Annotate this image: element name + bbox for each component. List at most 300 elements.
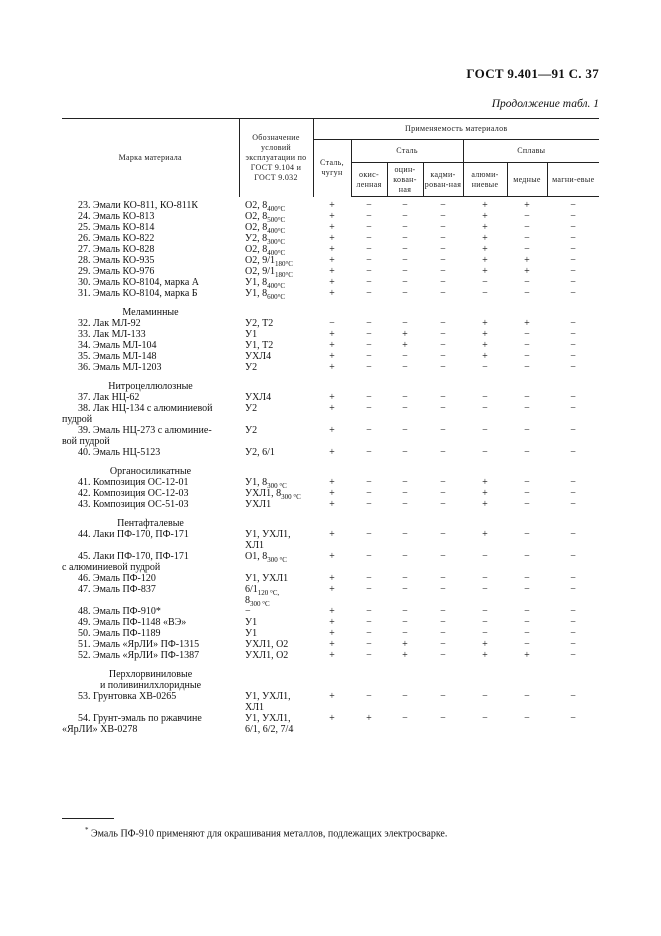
materials-table xyxy=(62,118,599,735)
material-name xyxy=(62,691,239,713)
mark-magnesium: − xyxy=(570,329,576,340)
mark-cadmium-coated: − xyxy=(440,233,446,244)
mark-oxidized: − xyxy=(366,606,372,617)
conditions-text: У2, Т2 xyxy=(245,318,274,329)
mark-magnesium: − xyxy=(570,650,576,661)
mark-oxidized: − xyxy=(366,639,372,650)
mark-magnesium: − xyxy=(570,288,576,299)
mark-zinc-coated: − xyxy=(402,447,408,458)
material-name: 31. Эмаль КО-8104, марка Б xyxy=(78,288,198,299)
conditions xyxy=(239,288,313,299)
mark-oxidized: − xyxy=(366,277,372,288)
mark-magnesium: − xyxy=(570,584,576,595)
footnote-mark: * xyxy=(85,826,89,834)
mark-oxidized: − xyxy=(366,288,372,299)
table-row xyxy=(62,650,599,661)
table-row xyxy=(62,617,599,628)
mark-cadmium-coated: − xyxy=(440,425,446,436)
mark-steel-cast-iron: + xyxy=(329,255,335,266)
material-name-line: вой пудрой xyxy=(62,436,110,447)
material-name xyxy=(62,713,239,735)
table-row xyxy=(62,392,599,403)
mark-steel-cast-iron: + xyxy=(329,392,335,403)
mark-oxidized: − xyxy=(366,573,372,584)
mark-oxidized: − xyxy=(366,488,372,499)
mark-copper: − xyxy=(524,551,530,562)
conditions-subscript: 300 °С xyxy=(267,556,287,564)
material-name xyxy=(62,403,239,425)
conditions xyxy=(239,477,313,488)
mark-magnesium: − xyxy=(570,351,576,362)
section-filler xyxy=(239,510,599,529)
section-row xyxy=(62,373,599,392)
mark-oxidized: − xyxy=(366,351,372,362)
material-name-line: с алюминиевой пудрой xyxy=(62,562,161,573)
mark-magnesium: − xyxy=(570,277,576,288)
mark-magnesium: − xyxy=(570,244,576,255)
conditions-text: О2, 8 xyxy=(245,244,268,255)
mark-steel-cast-iron: + xyxy=(329,617,335,628)
mark-steel-cast-iron: + xyxy=(329,211,335,222)
table-row xyxy=(62,197,599,212)
conditions xyxy=(239,340,313,351)
header-conditions: Обозначение условий эксплуатации по ГОСТ 9.104 и ГОСТ 9.032 xyxy=(239,119,313,197)
mark-aluminum: + xyxy=(482,477,488,488)
conditions xyxy=(239,573,313,584)
mark-magnesium: − xyxy=(570,425,576,436)
material-name: 27. Эмаль КО-828 xyxy=(78,244,155,255)
conditions-text: У2, 8 xyxy=(245,233,268,244)
material-name-line: 54. Грунт-эмаль по ржавчине xyxy=(78,713,202,724)
mark-magnesium: − xyxy=(570,266,576,277)
mark-cadmium-coated: − xyxy=(440,617,446,628)
mark-magnesium: − xyxy=(570,318,576,329)
table-row xyxy=(62,477,599,488)
mark-copper: − xyxy=(524,617,530,628)
mark-oxidized: − xyxy=(366,266,372,277)
mark-copper: − xyxy=(524,447,530,458)
mark-steel-cast-iron: − xyxy=(329,318,335,329)
mark-oxidized: − xyxy=(366,617,372,628)
conditions-text: УХЛ1, О2 xyxy=(245,639,289,650)
mark-zinc-coated: − xyxy=(402,425,408,436)
conditions xyxy=(239,488,313,499)
mark-aluminum: − xyxy=(482,617,488,628)
conditions-text: О2, 8 xyxy=(245,211,268,222)
material-name: 29. Эмаль КО-976 xyxy=(78,266,155,277)
conditions-text: О2, 8 xyxy=(245,199,268,211)
table-row xyxy=(62,639,599,650)
conditions-line: У1, УХЛ1, xyxy=(245,713,291,724)
conditions xyxy=(239,713,313,735)
mark-aluminum: − xyxy=(482,551,488,562)
conditions-text: 6/1 xyxy=(245,584,258,595)
mark-zinc-coated: − xyxy=(402,477,408,488)
conditions-line: ХЛ1 xyxy=(245,702,265,713)
footnote xyxy=(85,826,447,839)
mark-magnesium: − xyxy=(570,222,576,233)
mark-steel-cast-iron: + xyxy=(329,691,335,702)
conditions xyxy=(239,529,313,551)
mark-copper: + xyxy=(524,200,530,211)
table-row xyxy=(62,403,599,425)
conditions xyxy=(239,551,313,573)
mark-aluminum: − xyxy=(482,362,488,373)
mark-magnesium: − xyxy=(570,340,576,351)
mark-magnesium: − xyxy=(570,713,576,724)
conditions xyxy=(239,639,313,650)
conditions-subscript: 400°С xyxy=(267,204,286,213)
mark-zinc-coated: − xyxy=(402,584,408,595)
header-applicability: Применяемость материалов xyxy=(313,119,599,140)
conditions xyxy=(239,425,313,447)
conditions-text: О2, 9/1 xyxy=(245,266,275,277)
mark-copper: − xyxy=(524,362,530,373)
material-name: 23. Эмали КО-811, КО-811К xyxy=(78,199,199,211)
mark-copper: − xyxy=(524,488,530,499)
mark-cadmium-coated: − xyxy=(440,222,446,233)
mark-steel-cast-iron: + xyxy=(329,403,335,414)
mark-cadmium-coated: − xyxy=(440,266,446,277)
mark-cadmium-coated: − xyxy=(440,288,446,299)
mark-steel-cast-iron: + xyxy=(329,447,335,458)
conditions-line xyxy=(245,584,313,595)
mark-magnesium: − xyxy=(570,255,576,266)
conditions-text: 8 xyxy=(245,595,250,606)
mark-cadmium-coated: − xyxy=(440,392,446,403)
conditions-text: О2, 8 xyxy=(245,222,268,233)
mark-aluminum: + xyxy=(482,529,488,540)
mark-cadmium-coated: − xyxy=(440,255,446,266)
mark-oxidized: − xyxy=(366,529,372,540)
mark-oxidized: − xyxy=(366,499,372,510)
mark-aluminum: − xyxy=(482,606,488,617)
table-row xyxy=(62,329,599,340)
conditions xyxy=(239,318,313,329)
mark-magnesium: − xyxy=(570,573,576,584)
mark-oxidized: + xyxy=(366,713,372,724)
material-name-line: 45. Лаки ПФ-170, ПФ-171 xyxy=(78,551,189,562)
mark-copper: − xyxy=(524,211,530,222)
material-name: 37. Лак НЦ-62 xyxy=(78,392,140,403)
mark-zinc-coated: − xyxy=(402,529,408,540)
mark-magnesium: − xyxy=(570,529,576,540)
material-name: 24. Эмаль КО-813 xyxy=(78,211,155,222)
mark-copper: − xyxy=(524,277,530,288)
mark-aluminum: + xyxy=(482,255,488,266)
mark-copper: − xyxy=(524,713,530,724)
mark-cadmium-coated: − xyxy=(440,329,446,340)
mark-steel-cast-iron: + xyxy=(329,606,335,617)
mark-steel-cast-iron: + xyxy=(329,233,335,244)
mark-zinc-coated: − xyxy=(402,713,408,724)
conditions-text: УХЛ1 xyxy=(245,499,272,510)
conditions-text: УХЛ4 xyxy=(245,392,272,403)
conditions-text: − xyxy=(245,606,251,617)
mark-aluminum: − xyxy=(482,628,488,639)
material-name: 43. Композиция ОС-51-03 xyxy=(78,499,189,510)
header-steel-cast-iron: Сталь, чугун xyxy=(313,140,351,197)
material-name xyxy=(62,584,239,606)
mark-steel-cast-iron: + xyxy=(329,425,335,436)
mark-aluminum: + xyxy=(482,222,488,233)
conditions xyxy=(239,650,313,661)
mark-copper: − xyxy=(524,425,530,436)
mark-zinc-coated: − xyxy=(402,222,408,233)
mark-steel-cast-iron: + xyxy=(329,499,335,510)
mark-aluminum: − xyxy=(482,403,488,414)
mark-aluminum: − xyxy=(482,425,488,436)
mark-zinc-coated: − xyxy=(402,288,408,299)
table-row xyxy=(62,691,599,713)
mark-steel-cast-iron: + xyxy=(329,288,335,299)
mark-copper: − xyxy=(524,244,530,255)
section-filler xyxy=(239,299,599,318)
mark-magnesium: − xyxy=(570,617,576,628)
mark-oxidized: − xyxy=(366,244,372,255)
conditions xyxy=(239,329,313,340)
table-row xyxy=(62,277,599,288)
table-row xyxy=(62,266,599,277)
mark-aluminum: + xyxy=(482,650,488,661)
mark-copper: − xyxy=(524,529,530,540)
mark-steel-cast-iron: + xyxy=(329,584,335,595)
mark-steel-cast-iron: + xyxy=(329,488,335,499)
material-name: 34. Эмаль МЛ-104 xyxy=(78,340,157,351)
mark-zinc-coated: − xyxy=(402,277,408,288)
mark-aluminum: + xyxy=(482,351,488,362)
material-name: 40. Эмаль НЦ-5123 xyxy=(78,447,161,458)
mark-steel-cast-iron: + xyxy=(329,277,335,288)
mark-steel-cast-iron: + xyxy=(329,650,335,661)
mark-aluminum: + xyxy=(482,639,488,650)
mark-magnesium: − xyxy=(570,403,576,414)
table-row xyxy=(62,211,599,222)
mark-magnesium: − xyxy=(570,628,576,639)
material-name-text: 53. Грунтовка ХВ-0265 xyxy=(78,691,177,702)
mark-aluminum: − xyxy=(482,392,488,403)
mark-steel-cast-iron: + xyxy=(329,551,335,562)
mark-magnesium: − xyxy=(570,639,576,650)
table-body xyxy=(62,197,599,736)
mark-aluminum: + xyxy=(482,318,488,329)
mark-magnesium: − xyxy=(570,211,576,222)
table-row xyxy=(62,362,599,373)
mark-cadmium-coated: − xyxy=(440,639,446,650)
conditions xyxy=(239,211,313,222)
conditions-text: У1 xyxy=(245,628,258,639)
mark-copper: − xyxy=(524,392,530,403)
mark-magnesium: − xyxy=(570,499,576,510)
mark-zinc-coated: − xyxy=(402,233,408,244)
section-filler xyxy=(239,373,599,392)
mark-oxidized: − xyxy=(366,329,372,340)
table-row xyxy=(62,244,599,255)
conditions-subscript: 300 °С xyxy=(250,600,270,608)
page-header: ГОСТ 9.401—91 С. 37 xyxy=(466,66,599,81)
material-name: 36. Эмаль МЛ-1203 xyxy=(78,362,162,373)
table-row xyxy=(62,713,599,735)
material-name: 25. Эмаль КО-814 xyxy=(78,222,155,233)
table-row xyxy=(62,447,599,458)
mark-cadmium-coated: − xyxy=(440,244,446,255)
mark-cadmium-coated: − xyxy=(440,277,446,288)
mark-steel-cast-iron: + xyxy=(329,573,335,584)
header-zinc-coated: оцин-кован-ная xyxy=(387,163,423,197)
conditions-subscript: 400°С xyxy=(267,282,286,290)
header-aluminum: алюми-ниевые xyxy=(463,163,507,197)
mark-copper: − xyxy=(524,351,530,362)
conditions-subscript: 400°С xyxy=(267,249,286,257)
mark-oxidized: − xyxy=(366,340,372,351)
table-row xyxy=(62,606,599,617)
mark-cadmium-coated: − xyxy=(440,340,446,351)
mark-aluminum: + xyxy=(482,340,488,351)
mark-steel-cast-iron: + xyxy=(329,199,335,211)
conditions xyxy=(239,584,313,606)
section-title: Меламинные xyxy=(122,307,179,318)
mark-oxidized: − xyxy=(366,628,372,639)
mark-zinc-coated: + xyxy=(402,639,408,650)
conditions-line: У1, УХЛ1, xyxy=(245,529,291,540)
conditions xyxy=(239,197,313,212)
material-name: 46. Эмаль ПФ-120 xyxy=(78,573,156,584)
conditions xyxy=(239,499,313,510)
header-magnesium: магни-евые xyxy=(547,163,599,197)
mark-copper: − xyxy=(524,340,530,351)
table-row xyxy=(62,488,599,499)
table-row xyxy=(62,318,599,329)
section-row xyxy=(62,510,599,529)
mark-cadmium-coated: − xyxy=(440,403,446,414)
mark-cadmium-coated: − xyxy=(440,691,446,702)
material-name: 33. Лак МЛ-133 xyxy=(78,329,146,340)
mark-zinc-coated: + xyxy=(402,329,408,340)
mark-oxidized: − xyxy=(366,403,372,414)
mark-copper: − xyxy=(524,477,530,488)
mark-zinc-coated: − xyxy=(402,351,408,362)
mark-copper: + xyxy=(524,318,530,329)
header-cadmium-coated: кадми-рован-ная xyxy=(423,163,463,197)
mark-aluminum: + xyxy=(482,499,488,510)
mark-aluminum: − xyxy=(482,713,488,724)
mark-zinc-coated: + xyxy=(402,650,408,661)
material-name: 32. Лак МЛ-92 xyxy=(78,318,141,329)
conditions-text: УХЛ4 xyxy=(245,351,272,362)
conditions-subscript: 300°С xyxy=(267,238,286,246)
mark-cadmium-coated: − xyxy=(440,573,446,584)
header-mark: Марка материала xyxy=(62,119,239,197)
conditions xyxy=(239,244,313,255)
mark-aluminum: + xyxy=(482,200,488,211)
conditions xyxy=(239,222,313,233)
mark-cadmium-coated: − xyxy=(440,628,446,639)
mark-oxidized: − xyxy=(366,233,372,244)
mark-aluminum: − xyxy=(482,447,488,458)
table-row xyxy=(62,233,599,244)
mark-magnesium: − xyxy=(570,233,576,244)
mark-copper: − xyxy=(524,639,530,650)
table-row xyxy=(62,573,599,584)
material-name: 42. Композиция ОС-12-03 xyxy=(78,488,189,499)
material-name xyxy=(62,529,239,551)
mark-zinc-coated: − xyxy=(402,392,408,403)
conditions xyxy=(239,392,313,403)
conditions-subscript: 600°С xyxy=(267,293,286,301)
mark-zinc-coated: − xyxy=(402,691,408,702)
mark-aluminum: − xyxy=(482,584,488,595)
mark-zinc-coated: − xyxy=(402,499,408,510)
mark-steel-cast-iron: + xyxy=(329,340,335,351)
mark-steel-cast-iron: + xyxy=(329,713,335,724)
conditions-subscript: 180°С xyxy=(275,260,293,268)
conditions xyxy=(239,233,313,244)
mark-zinc-coated: − xyxy=(402,362,408,373)
mark-cadmium-coated: − xyxy=(440,351,446,362)
mark-magnesium: − xyxy=(570,200,576,211)
mark-zinc-coated: − xyxy=(402,211,408,222)
mark-steel-cast-iron: + xyxy=(329,329,335,340)
mark-copper: − xyxy=(524,584,530,595)
conditions-subscript: 300 °С xyxy=(267,482,287,490)
material-name: 35. Эмаль МЛ-148 xyxy=(78,351,157,362)
mark-aluminum: + xyxy=(482,211,488,222)
material-name xyxy=(62,425,239,447)
mark-zinc-coated: − xyxy=(402,606,408,617)
table-row xyxy=(62,551,599,573)
header-steel-group: Сталь xyxy=(351,140,463,163)
conditions-subscript: 300 °С xyxy=(281,493,301,501)
mark-magnesium: − xyxy=(570,551,576,562)
mark-oxidized: − xyxy=(366,447,372,458)
section-filler xyxy=(239,661,599,691)
header-oxidized: окис-ленная xyxy=(351,163,387,197)
conditions xyxy=(239,255,313,266)
material-name-text: 44. Лаки ПФ-170, ПФ-171 xyxy=(78,529,189,540)
conditions-line: У1, УХЛ1, xyxy=(245,691,291,702)
mark-aluminum: + xyxy=(482,488,488,499)
mark-magnesium: − xyxy=(570,447,576,458)
mark-oxidized: − xyxy=(366,222,372,233)
mark-aluminum: + xyxy=(482,329,488,340)
mark-steel-cast-iron: + xyxy=(329,639,335,650)
mark-steel-cast-iron: + xyxy=(329,529,335,540)
conditions-text: У2, 6/1 xyxy=(245,447,275,458)
mark-cadmium-coated: − xyxy=(440,447,446,458)
material-name: 26. Эмаль КО-822 xyxy=(78,233,155,244)
mark-zinc-coated: + xyxy=(402,340,408,351)
mark-steel-cast-iron: + xyxy=(329,351,335,362)
conditions-line: 6/1, 6/2, 7/4 xyxy=(245,724,294,735)
mark-oxidized: − xyxy=(366,551,372,562)
table-row xyxy=(62,340,599,351)
material-name: 52. Эмаль «ЯрЛИ» ПФ-1387 xyxy=(78,650,200,661)
mark-zinc-coated: − xyxy=(402,200,408,211)
mark-copper: − xyxy=(524,403,530,414)
mark-copper: + xyxy=(524,266,530,277)
conditions xyxy=(239,351,313,362)
mark-copper: − xyxy=(524,691,530,702)
conditions xyxy=(239,447,313,458)
conditions-text: О2, 9/1 xyxy=(245,255,275,266)
conditions-text: У2 xyxy=(245,403,258,414)
mark-oxidized: − xyxy=(366,691,372,702)
mark-copper: − xyxy=(524,628,530,639)
mark-zinc-coated: − xyxy=(402,573,408,584)
material-name: 28. Эмаль КО-935 xyxy=(78,255,155,266)
section-title-line: Перхлорвиниловые xyxy=(108,669,193,680)
mark-cadmium-coated: − xyxy=(440,499,446,510)
